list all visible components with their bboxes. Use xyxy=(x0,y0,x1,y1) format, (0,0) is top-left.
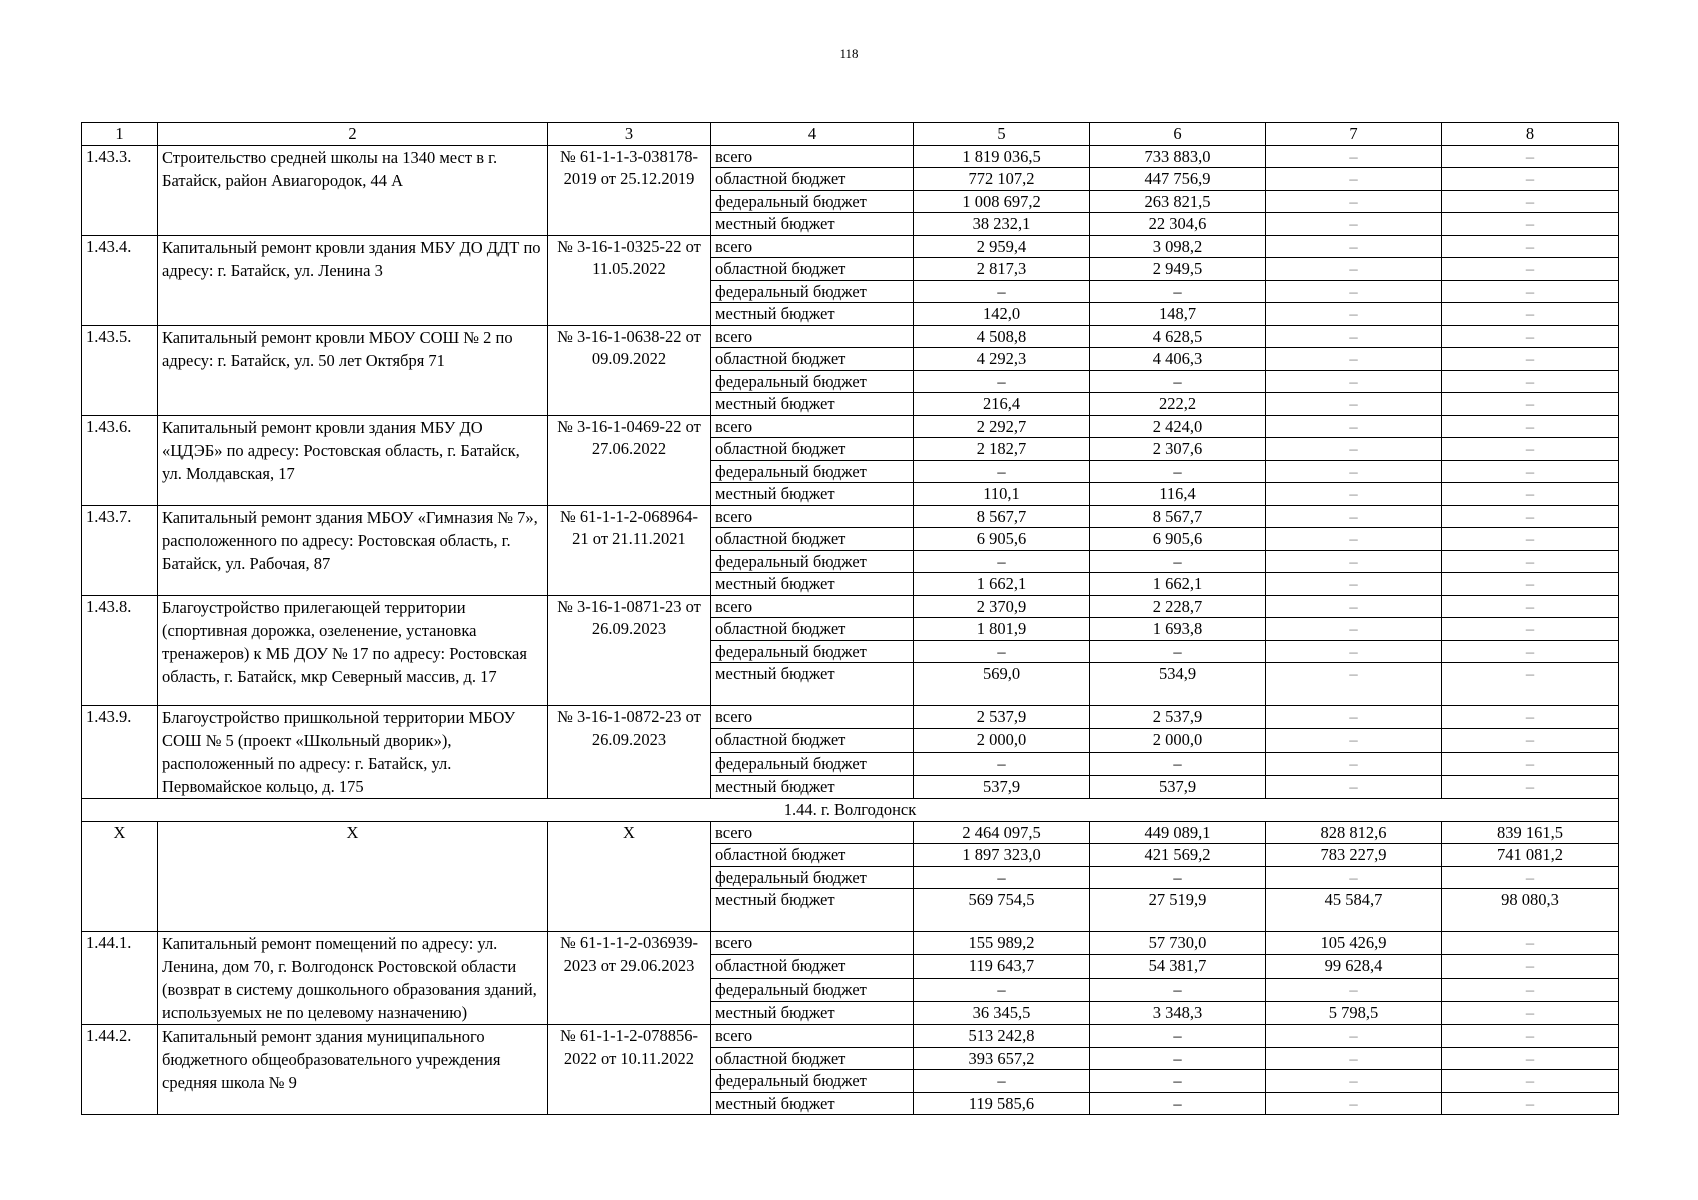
amount-5: 569 754,5 xyxy=(914,889,1090,932)
amount-5: 6 905,6 xyxy=(914,528,1090,551)
funding-source: всего xyxy=(711,235,914,258)
funding-source: областной бюджет xyxy=(711,1047,914,1070)
item-number: 1.43.5. xyxy=(82,325,158,415)
funding-source: местный бюджет xyxy=(711,303,914,326)
amount-8: – xyxy=(1442,190,1619,213)
item-name: Строительство средней школы на 1340 мест в г. Батайск, район Авиагородок, 44 А xyxy=(158,145,548,235)
funding-source: местный бюджет xyxy=(711,483,914,506)
funding-source: местный бюджет xyxy=(711,1092,914,1115)
amount-6: – xyxy=(1090,550,1266,573)
amount-7: – xyxy=(1266,663,1442,706)
table-row xyxy=(82,821,1619,844)
item-name: Капитальный ремонт кровли МБОУ СОШ № 2 по адресу: г. Батайск, ул. 50 лет Октября 71 xyxy=(158,325,548,415)
amount-8: – xyxy=(1442,775,1619,798)
amount-6: 222,2 xyxy=(1090,393,1266,416)
funding-source: областной бюджет xyxy=(711,844,914,867)
item-number: 1.43.4. xyxy=(82,235,158,325)
table-row xyxy=(82,595,1619,618)
amount-6: 4 628,5 xyxy=(1090,325,1266,348)
amount-7: 783 227,9 xyxy=(1266,844,1442,867)
amount-8: 741 081,2 xyxy=(1442,844,1619,867)
column-header-row xyxy=(82,123,1619,146)
amount-8: – xyxy=(1442,932,1619,955)
amount-6: 148,7 xyxy=(1090,303,1266,326)
amount-5: 2 182,7 xyxy=(914,438,1090,461)
funding-source: местный бюджет xyxy=(711,573,914,596)
item-name: Благоустройство пришкольной территории МБОУ СОШ № 5 (проект «Школьный дворик»), расположенный по адресу: г. Батайск, ул. Первомайское кольцо, д. 175 xyxy=(158,706,548,799)
amount-7: – xyxy=(1266,348,1442,371)
amount-5: 119 585,6 xyxy=(914,1092,1090,1115)
funding-source: всего xyxy=(711,1025,914,1048)
amount-5: 4 292,3 xyxy=(914,348,1090,371)
amount-7: – xyxy=(1266,1070,1442,1093)
amount-6: 54 381,7 xyxy=(1090,955,1266,978)
funding-source: всего xyxy=(711,706,914,729)
funding-source: федеральный бюджет xyxy=(711,550,914,573)
amount-6: 4 406,3 xyxy=(1090,348,1266,371)
amount-6: 6 905,6 xyxy=(1090,528,1266,551)
section-header-row xyxy=(82,799,1619,822)
amount-8: – xyxy=(1442,752,1619,775)
amount-5: 2 537,9 xyxy=(914,706,1090,729)
amount-6: 1 693,8 xyxy=(1090,618,1266,641)
amount-8: 98 080,3 xyxy=(1442,889,1619,932)
amount-8: – xyxy=(1442,460,1619,483)
table-row xyxy=(82,235,1619,258)
item-name: Капитальный ремонт помещений по адресу: ул. Ленина, дом 70, г. Волгодонск Ростовской области (возврат в систему дошкольного образования зданий, используемых не по целевому назначению) xyxy=(158,932,548,1025)
amount-7: 828 812,6 xyxy=(1266,821,1442,844)
amount-7: – xyxy=(1266,505,1442,528)
item-name: X xyxy=(158,821,548,932)
amount-7: 5 798,5 xyxy=(1266,1001,1442,1024)
funding-source: федеральный бюджет xyxy=(711,370,914,393)
amount-7: – xyxy=(1266,775,1442,798)
column-header: 7 xyxy=(1266,123,1442,146)
column-header: 5 xyxy=(914,123,1090,146)
funding-source: местный бюджет xyxy=(711,889,914,932)
amount-7: – xyxy=(1266,438,1442,461)
column-header: 2 xyxy=(158,123,548,146)
amount-5: – xyxy=(914,1070,1090,1093)
amount-7: – xyxy=(1266,325,1442,348)
amount-7: 99 628,4 xyxy=(1266,955,1442,978)
amount-7: – xyxy=(1266,1047,1442,1070)
amount-7: – xyxy=(1266,280,1442,303)
item-document: № 3-16-1-0325-22 от 11.05.2022 xyxy=(548,235,711,325)
amount-6: 2 537,9 xyxy=(1090,706,1266,729)
amount-8: – xyxy=(1442,618,1619,641)
amount-5: 119 643,7 xyxy=(914,955,1090,978)
amount-8: – xyxy=(1442,1047,1619,1070)
amount-5: 1 801,9 xyxy=(914,618,1090,641)
amount-5: 2 817,3 xyxy=(914,258,1090,281)
amount-5: – xyxy=(914,370,1090,393)
amount-8: 839 161,5 xyxy=(1442,821,1619,844)
funding-source: областной бюджет xyxy=(711,348,914,371)
funding-source: федеральный бюджет xyxy=(711,190,914,213)
funding-source: федеральный бюджет xyxy=(711,640,914,663)
amount-5: – xyxy=(914,460,1090,483)
item-number: 1.44.2. xyxy=(82,1025,158,1115)
funding-source: местный бюджет xyxy=(711,393,914,416)
item-document: № 61-1-1-3-038178-2019 от 25.12.2019 xyxy=(548,145,711,235)
amount-7: – xyxy=(1266,550,1442,573)
amount-6: 2 000,0 xyxy=(1090,729,1266,752)
item-number: X xyxy=(82,821,158,932)
funding-source: федеральный бюджет xyxy=(711,866,914,889)
amount-6: – xyxy=(1090,752,1266,775)
amount-5: – xyxy=(914,280,1090,303)
amount-6: – xyxy=(1090,460,1266,483)
column-header: 3 xyxy=(548,123,711,146)
amount-6: 449 089,1 xyxy=(1090,821,1266,844)
funding-source: всего xyxy=(711,595,914,618)
amount-8: – xyxy=(1442,1070,1619,1093)
funding-source: областной бюджет xyxy=(711,528,914,551)
table-row xyxy=(82,932,1619,955)
item-document: № 3-16-1-0871-23 от 26.09.2023 xyxy=(548,595,711,706)
column-header: 6 xyxy=(1090,123,1266,146)
item-document: № 61-1-1-2-036939-2023 от 29.06.2023 xyxy=(548,932,711,1025)
amount-6: 57 730,0 xyxy=(1090,932,1266,955)
amount-5: 2 370,9 xyxy=(914,595,1090,618)
funding-source: областной бюджет xyxy=(711,729,914,752)
amount-5: – xyxy=(914,640,1090,663)
funding-source: всего xyxy=(711,145,914,168)
amount-6: 27 519,9 xyxy=(1090,889,1266,932)
amount-7: – xyxy=(1266,168,1442,191)
amount-6: 3 098,2 xyxy=(1090,235,1266,258)
section-title: 1.44. г. Волгодонск xyxy=(82,799,1619,822)
amount-7: – xyxy=(1266,706,1442,729)
amount-8: – xyxy=(1442,1092,1619,1115)
amount-7: – xyxy=(1266,978,1442,1001)
amount-6: 3 348,3 xyxy=(1090,1001,1266,1024)
amount-6: – xyxy=(1090,370,1266,393)
item-document: № 3-16-1-0872-23 от 26.09.2023 xyxy=(548,706,711,799)
amount-7: – xyxy=(1266,528,1442,551)
amount-8: – xyxy=(1442,438,1619,461)
amount-5: 2 000,0 xyxy=(914,729,1090,752)
amount-7: – xyxy=(1266,460,1442,483)
amount-5: 2 959,4 xyxy=(914,235,1090,258)
item-name: Благоустройство прилегающей территории (спортивная дорожка, озеленение, установка тренажеров) к МБ ДОУ № 17 по адресу: Ростовская область, г. Батайск, мкр Северный массив, д. 17 xyxy=(158,595,548,706)
item-number: 1.44.1. xyxy=(82,932,158,1025)
amount-5: 2 464 097,5 xyxy=(914,821,1090,844)
amount-5: 569,0 xyxy=(914,663,1090,706)
item-name: Капитальный ремонт кровли здания МБУ ДО «ЦДЭБ» по адресу: Ростовская область, г. Батайск, ул. Молдавская, 17 xyxy=(158,415,548,505)
amount-5: – xyxy=(914,978,1090,1001)
amount-7: – xyxy=(1266,370,1442,393)
funding-source: всего xyxy=(711,325,914,348)
amount-8: – xyxy=(1442,370,1619,393)
amount-6: 116,4 xyxy=(1090,483,1266,506)
item-number: 1.43.6. xyxy=(82,415,158,505)
amount-7: – xyxy=(1266,483,1442,506)
amount-8: – xyxy=(1442,213,1619,236)
amount-6: 8 567,7 xyxy=(1090,505,1266,528)
amount-7: – xyxy=(1266,145,1442,168)
funding-source: всего xyxy=(711,821,914,844)
amount-7: – xyxy=(1266,752,1442,775)
amount-6: 1 662,1 xyxy=(1090,573,1266,596)
funding-source: областной бюджет xyxy=(711,955,914,978)
amount-7: – xyxy=(1266,595,1442,618)
amount-5: 772 107,2 xyxy=(914,168,1090,191)
amount-8: – xyxy=(1442,528,1619,551)
item-name: Капитальный ремонт здания МБОУ «Гимназия № 7», расположенного по адресу: Ростовская область, г. Батайск, ул. Рабочая, 87 xyxy=(158,505,548,595)
amount-6: – xyxy=(1090,1070,1266,1093)
funding-source: местный бюджет xyxy=(711,1001,914,1024)
funding-source: областной бюджет xyxy=(711,438,914,461)
amount-6: 2 949,5 xyxy=(1090,258,1266,281)
amount-5: – xyxy=(914,550,1090,573)
amount-8: – xyxy=(1442,1025,1619,1048)
funding-source: федеральный бюджет xyxy=(711,460,914,483)
item-document: X xyxy=(548,821,711,932)
amount-7: – xyxy=(1266,303,1442,326)
amount-6: – xyxy=(1090,1047,1266,1070)
amount-5: 1 897 323,0 xyxy=(914,844,1090,867)
amount-5: – xyxy=(914,752,1090,775)
table-row xyxy=(82,325,1619,348)
amount-6: – xyxy=(1090,280,1266,303)
table-row xyxy=(82,505,1619,528)
amount-5: – xyxy=(914,866,1090,889)
amount-8: – xyxy=(1442,168,1619,191)
amount-7: – xyxy=(1266,640,1442,663)
amount-8: – xyxy=(1442,505,1619,528)
amount-6: 2 307,6 xyxy=(1090,438,1266,461)
column-header: 1 xyxy=(82,123,158,146)
amount-8: – xyxy=(1442,415,1619,438)
amount-6: 22 304,6 xyxy=(1090,213,1266,236)
item-number: 1.43.8. xyxy=(82,595,158,706)
amount-8: – xyxy=(1442,393,1619,416)
funding-source: федеральный бюджет xyxy=(711,978,914,1001)
amount-8: – xyxy=(1442,978,1619,1001)
table-row xyxy=(82,415,1619,438)
table-row xyxy=(82,1025,1619,1048)
amount-7: – xyxy=(1266,1092,1442,1115)
amount-6: 2 424,0 xyxy=(1090,415,1266,438)
amount-7: – xyxy=(1266,618,1442,641)
amount-8: – xyxy=(1442,280,1619,303)
amount-6: 447 756,9 xyxy=(1090,168,1266,191)
amount-8: – xyxy=(1442,258,1619,281)
amount-6: – xyxy=(1090,1092,1266,1115)
funding-source: местный бюджет xyxy=(711,213,914,236)
amount-7: 45 584,7 xyxy=(1266,889,1442,932)
amount-5: 216,4 xyxy=(914,393,1090,416)
amount-8: – xyxy=(1442,145,1619,168)
item-number: 1.43.3. xyxy=(82,145,158,235)
amount-5: 8 567,7 xyxy=(914,505,1090,528)
amount-8: – xyxy=(1442,303,1619,326)
amount-7: 105 426,9 xyxy=(1266,932,1442,955)
amount-5: 1 662,1 xyxy=(914,573,1090,596)
amount-7: – xyxy=(1266,235,1442,258)
amount-8: – xyxy=(1442,595,1619,618)
amount-6: – xyxy=(1090,1025,1266,1048)
amount-7: – xyxy=(1266,866,1442,889)
amount-8: – xyxy=(1442,573,1619,596)
funding-source: местный бюджет xyxy=(711,663,914,706)
amount-5: 2 292,7 xyxy=(914,415,1090,438)
item-name: Капитальный ремонт здания муниципального бюджетного общеобразовательного учреждения средняя школа № 9 xyxy=(158,1025,548,1115)
funding-source: областной бюджет xyxy=(711,168,914,191)
item-name: Капитальный ремонт кровли здания МБУ ДО ДДТ по адресу: г. Батайск, ул. Ленина 3 xyxy=(158,235,548,325)
amount-8: – xyxy=(1442,955,1619,978)
funding-source: всего xyxy=(711,415,914,438)
amount-8: – xyxy=(1442,325,1619,348)
amount-5: 1 008 697,2 xyxy=(914,190,1090,213)
item-document: № 3-16-1-0638-22 от 09.09.2022 xyxy=(548,325,711,415)
amount-8: – xyxy=(1442,483,1619,506)
amount-6: – xyxy=(1090,978,1266,1001)
amount-5: 513 242,8 xyxy=(914,1025,1090,1048)
table-body xyxy=(82,123,1619,1115)
amount-6: – xyxy=(1090,866,1266,889)
column-header: 8 xyxy=(1442,123,1619,146)
amount-5: 393 657,2 xyxy=(914,1047,1090,1070)
amount-8: – xyxy=(1442,550,1619,573)
amount-5: 142,0 xyxy=(914,303,1090,326)
funding-source: всего xyxy=(711,505,914,528)
amount-5: 155 989,2 xyxy=(914,932,1090,955)
amount-7: – xyxy=(1266,190,1442,213)
amount-6: 534,9 xyxy=(1090,663,1266,706)
amount-8: – xyxy=(1442,866,1619,889)
page-number: 118 xyxy=(839,46,859,61)
amount-6: 263 821,5 xyxy=(1090,190,1266,213)
amount-7: – xyxy=(1266,258,1442,281)
funding-source: федеральный бюджет xyxy=(711,752,914,775)
amount-6: 2 228,7 xyxy=(1090,595,1266,618)
item-document: № 3-16-1-0469-22 от 27.06.2022 xyxy=(548,415,711,505)
amount-5: 537,9 xyxy=(914,775,1090,798)
amount-5: 38 232,1 xyxy=(914,213,1090,236)
amount-7: – xyxy=(1266,573,1442,596)
amount-7: – xyxy=(1266,393,1442,416)
amount-6: 733 883,0 xyxy=(1090,145,1266,168)
amount-6: – xyxy=(1090,640,1266,663)
funding-source: федеральный бюджет xyxy=(711,1070,914,1093)
funding-source: областной бюджет xyxy=(711,618,914,641)
amount-8: – xyxy=(1442,1001,1619,1024)
amount-7: – xyxy=(1266,1025,1442,1048)
amount-8: – xyxy=(1442,640,1619,663)
funding-source: федеральный бюджет xyxy=(711,280,914,303)
item-number: 1.43.9. xyxy=(82,706,158,799)
table-row xyxy=(82,706,1619,729)
table-row xyxy=(82,145,1619,168)
funding-source: местный бюджет xyxy=(711,775,914,798)
amount-8: – xyxy=(1442,663,1619,706)
amount-5: 1 819 036,5 xyxy=(914,145,1090,168)
amount-6: 421 569,2 xyxy=(1090,844,1266,867)
funding-source: всего xyxy=(711,932,914,955)
amount-8: – xyxy=(1442,235,1619,258)
amount-5: 4 508,8 xyxy=(914,325,1090,348)
amount-8: – xyxy=(1442,348,1619,371)
item-document: № 61-1-1-2-068964-21 от 21.11.2021 xyxy=(548,505,711,595)
item-document: № 61-1-1-2-078856-2022 от 10.11.2022 xyxy=(548,1025,711,1115)
column-header: 4 xyxy=(711,123,914,146)
amount-7: – xyxy=(1266,729,1442,752)
amount-7: – xyxy=(1266,415,1442,438)
amount-7: – xyxy=(1266,213,1442,236)
item-number: 1.43.7. xyxy=(82,505,158,595)
amount-8: – xyxy=(1442,706,1619,729)
amount-5: 110,1 xyxy=(914,483,1090,506)
amount-5: 36 345,5 xyxy=(914,1001,1090,1024)
amount-6: 537,9 xyxy=(1090,775,1266,798)
funding-source: областной бюджет xyxy=(711,258,914,281)
amount-8: – xyxy=(1442,729,1619,752)
budget-table xyxy=(81,122,1619,1115)
